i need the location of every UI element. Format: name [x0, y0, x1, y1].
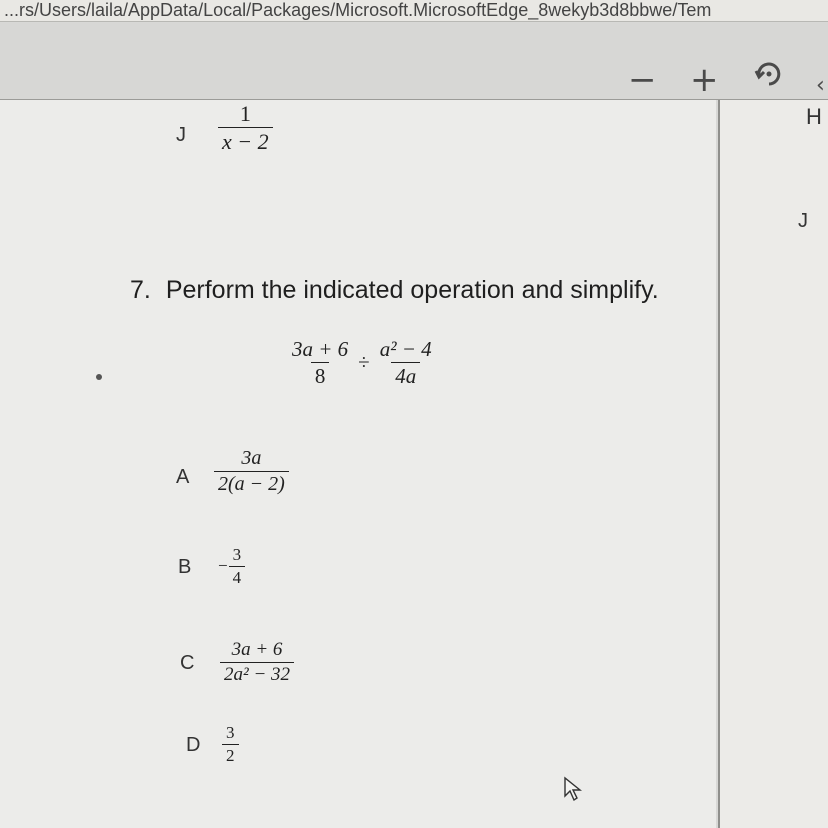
- next-page-preview: [718, 100, 828, 828]
- prev-answer-denominator: x − 2: [218, 127, 273, 153]
- question-expression: [288, 338, 436, 387]
- option-b-numerator: 3: [232, 545, 242, 564]
- option-d-denominator: 2: [222, 744, 239, 765]
- pdf-page: [0, 100, 716, 828]
- prev-option-fraction: [218, 102, 273, 153]
- prev-option-letter: J: [176, 124, 186, 146]
- option-c-numerator: 3a + 6: [231, 639, 283, 660]
- option-c-denominator: 2a² − 32: [220, 662, 294, 685]
- option-b-letter[interactable]: B: [178, 556, 192, 578]
- option-b-denominator: 4: [229, 566, 246, 587]
- zoom-in-icon[interactable]: +: [690, 60, 719, 100]
- question-prompt: [130, 276, 659, 305]
- option-d-fraction[interactable]: [222, 724, 239, 765]
- expr-right-numerator: a² − 4: [379, 337, 432, 361]
- expr-right-denominator: 4a: [391, 362, 420, 387]
- question-text: Perform the indicated operation and simplify.: [165, 276, 659, 304]
- stray-mark: [96, 374, 102, 380]
- option-d-letter[interactable]: D: [186, 734, 201, 756]
- prev-answer-numerator: 1: [239, 101, 251, 126]
- option-b-sign: −: [218, 556, 228, 576]
- option-c-letter[interactable]: C: [180, 652, 195, 674]
- mouse-cursor-icon: [563, 776, 583, 807]
- option-a-numerator: 3a: [241, 447, 262, 469]
- division-operator: ÷: [358, 350, 370, 375]
- more-icon[interactable]: ‹: [816, 73, 825, 98]
- option-b-fraction[interactable]: [218, 546, 245, 587]
- option-a-letter[interactable]: A: [176, 466, 190, 488]
- url-text: ...rs/Users/laila/AppData/Local/Packages/Microsoft.MicrosoftEdge_8wekyb3d8bbwe/Tem: [4, 0, 712, 20]
- side-letter-h: H: [806, 104, 822, 129]
- side-letter-j: J: [798, 210, 808, 232]
- question-number: 7.: [130, 276, 151, 304]
- address-bar[interactable]: [0, 0, 828, 22]
- rotate-icon[interactable]: [752, 57, 786, 97]
- option-a-denominator: 2(a − 2): [214, 471, 289, 495]
- option-d-numerator: 3: [226, 723, 235, 742]
- option-a-fraction[interactable]: [214, 448, 289, 495]
- expr-left-numerator: 3a + 6: [292, 337, 349, 361]
- expr-left-denominator: 8: [311, 362, 330, 387]
- option-c-fraction[interactable]: [220, 640, 294, 685]
- zoom-out-icon[interactable]: −: [628, 60, 657, 100]
- pdf-toolbar: [0, 23, 828, 100]
